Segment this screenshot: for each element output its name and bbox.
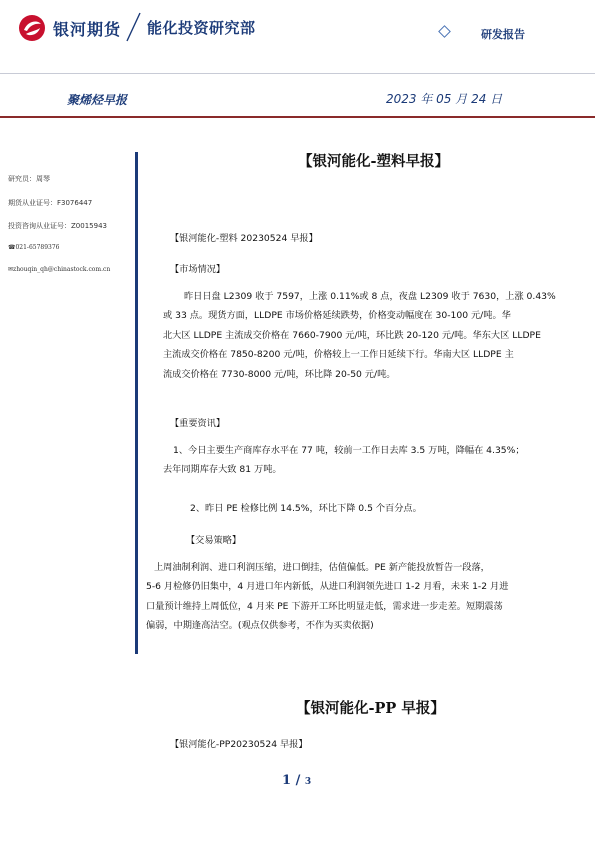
strategy-paragraph — [146, 558, 574, 636]
futures-license-value: F3076447 — [57, 199, 93, 207]
market-line: 主流成交价格在 7850-8200 元/吨，价格较上一工作日延续下行。华南大区 LLDPE 主 — [163, 349, 514, 361]
report-subtitle: 聚烯烃早报 — [67, 93, 128, 107]
report-date: 2023 年 05 月 24 日 — [386, 92, 503, 106]
report-type: 研发报告 — [481, 28, 525, 41]
consult-license-value: Z0015943 — [71, 222, 107, 230]
news-line: 去年同期库存大致 81 万吨。 — [163, 464, 282, 476]
pp-report-id: 【银河能化-PP20230524 早报】 — [170, 739, 308, 750]
plastic-section-title: 【银河能化-塑料早报】 — [298, 153, 450, 170]
brand-name: 银河期货 — [53, 20, 122, 39]
pp-section-title: 【银河能化-PP 早报】 — [296, 700, 445, 717]
strategy-line: 上周油制利润、进口利润压缩，进口倒挂，估值偏低。PE 新产能投放暂告一段落， — [154, 562, 490, 573]
consult-license — [8, 221, 107, 231]
header-rule — [0, 116, 595, 118]
market-line: 或 33 点。现货方面，LLDPE 市场价格延续跌势，价格变动幅度在 30-100 元/吨。华 — [163, 310, 511, 322]
phone-number: ☎021-65789376 — [8, 244, 60, 251]
plastic-report-id: 【银河能化-塑料 20230524 早报】 — [170, 233, 318, 244]
strategy-line: 口量预计维持上周低位，4 月来 PE 下游开工环比明显走低，需求进一步走差。短期震荡 — [146, 600, 503, 612]
news-item-2: 2、昨日 PE 检修比例 14.5%，环比下降 0.5 个百分点。 — [190, 503, 422, 514]
market-paragraph — [163, 287, 571, 384]
researcher-name: 研究员：周琴 — [8, 175, 50, 183]
header-divider — [0, 73, 595, 74]
market-heading: 【市场情况】 — [170, 264, 226, 275]
market-line: 昨日日盘 L2309 收于 7597，上涨 0.11%或 8 点，夜盘 L2309 收于 7630，上涨 0.43% — [184, 291, 556, 302]
diamond-icon — [438, 25, 451, 38]
strategy-line: 5-6 月检修仍旧集中，4 月进口年内新低，从进口利润领先进口 1-2 月看，未来 1-2 月进 — [146, 581, 509, 593]
page-number — [282, 773, 311, 788]
futures-license — [8, 198, 92, 208]
page-separator: / — [295, 773, 301, 788]
consult-license-label: 投资咨询从业证号： — [8, 222, 71, 230]
market-line: 流成交价格在 7730-8000 元/吨，环比降 20-50 元/吨。 — [163, 368, 396, 380]
strategy-line: 偏弱，中期逢高沽空。(观点仅供参考，不作为买卖依据) — [146, 620, 374, 632]
news-line: 1、今日主要生产商库存水平在 77 吨，较前一工作日去库 3.5 万吨，降幅在 4.35%； — [173, 445, 525, 456]
email-address[interactable]: ✉zhouqin_qh@chinastock.com.cn — [8, 266, 111, 273]
galaxy-logo-icon — [18, 14, 46, 42]
current-page: 1 — [282, 773, 292, 788]
market-line: 北大区 LLDPE 主流成交价格在 7660-7900 元/吨，环比跌 20-120 元/吨。华东大区 LLDPE — [163, 329, 541, 341]
news-heading: 【重要资讯】 — [170, 418, 226, 429]
total-pages: 3 — [304, 777, 312, 787]
slash-divider — [122, 10, 144, 44]
futures-license-label: 期货从业证号： — [8, 199, 57, 207]
news-paragraph — [163, 441, 571, 480]
sidebar-bar — [135, 152, 138, 654]
strategy-heading: 【交易策略】 — [186, 535, 242, 546]
department-name: 能化投资研究部 — [147, 19, 256, 37]
